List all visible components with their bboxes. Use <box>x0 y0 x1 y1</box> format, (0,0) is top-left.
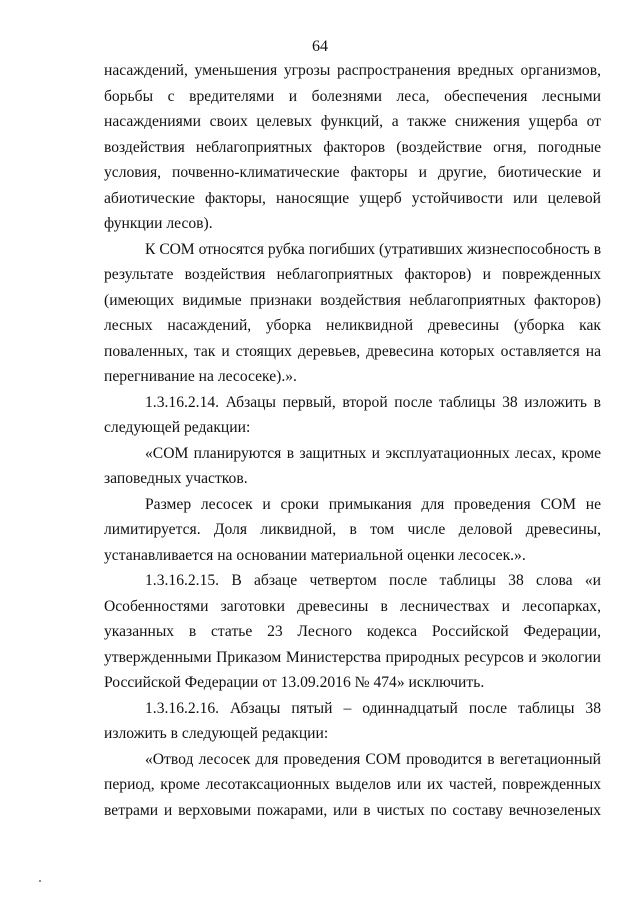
text-line: следующей редакции: <box>104 419 251 436</box>
text-line: Российской Федерации от 13.09.2016 № 474» исключить. <box>104 674 485 691</box>
text-line: воздействия неблагоприятных факторов (воздействие огня, погодные <box>104 138 601 156</box>
text-line: лесных насаждений, уборка неликвидной древесины (уборка как <box>104 317 601 334</box>
text-line: ветрами и верховыми пожарами, или в чистых по составу вечнозеленых <box>104 801 601 819</box>
text-line: борьбы с вредителями и болезнями леса, обеспечения лесными <box>104 87 601 105</box>
text-line: условия, почвенно-климатические факторы и другие, биотические и <box>104 164 601 181</box>
text-line: 1.3.16.2.15. В абзаце четвертом после таблицы 38 слова «и <box>145 572 601 589</box>
paragraph-clause-16 <box>104 696 601 747</box>
text-line: изложить в следующей редакции: <box>104 725 329 742</box>
text-line: поваленных, так и стоящих деревьев, древесина которых оставляется на <box>104 342 601 360</box>
paragraph-clause-14 <box>104 390 601 441</box>
text-line: К СОМ относятся рубка погибших (утративших жизнеспособность в <box>145 240 601 258</box>
text-line: насаждений, уменьшения угрозы распространения вредных организмов, <box>104 62 601 79</box>
text-line: насаждениями своих целевых функций, а также снижения ущерба от <box>104 113 601 130</box>
text-line: заповедных участков. <box>104 470 248 487</box>
text-line: перегнивание на лесосеке).». <box>104 368 297 385</box>
text-line: устанавливается на основании материальной оценки лесосек.». <box>104 546 526 564</box>
text-line: Особенностями заготовки древесины в лесничествах и лесопарках, <box>104 597 601 615</box>
paragraph-som-definition <box>104 237 601 390</box>
text-line: лимитируется. Доля ликвидной, в том числе деловой древесины, <box>104 521 601 538</box>
text-line: «СОМ планируются в защитных и эксплуатационных лесах, кроме <box>145 444 601 462</box>
text-line: утвержденными Приказом Министерства природных ресурсов и экологии <box>104 648 601 666</box>
text-line: результате воздействия неблагоприятных факторов) и поврежденных <box>104 266 601 283</box>
paragraph-cutting-area-size <box>104 492 601 569</box>
text-line: Размер лесосек и сроки примыкания для проведения СОМ не <box>145 495 601 513</box>
text-line: 1.3.16.2.14. Абзацы первый, второй после таблицы 38 изложить в <box>145 393 601 411</box>
text-line: 1.3.16.2.16. Абзацы пятый – одиннадцатый после таблицы 38 <box>145 699 601 717</box>
text-line: функции лесов). <box>104 215 213 232</box>
paragraph-allotment <box>104 747 601 824</box>
page-number: 64 <box>312 38 328 55</box>
text-line: указанных в статье 23 Лесного кодекса Российской Федерации, <box>104 623 601 640</box>
text-line: «Отвод лесосек для проведения СОМ проводится в вегетационный <box>145 750 601 768</box>
text-line: абиотические факторы, наносящие ущерб устойчивости или целевой <box>104 189 601 207</box>
paragraph-clause-15 <box>104 568 601 696</box>
document-body <box>104 58 601 823</box>
text-line: период, кроме лесотаксационных выделов или их частей, поврежденных <box>104 776 601 793</box>
paragraph-som-planning <box>104 441 601 492</box>
paragraph-continuation <box>104 58 601 237</box>
scan-speck <box>39 880 41 882</box>
text-line: (имеющих видимые признаки воздействия неблагоприятных факторов) <box>104 291 601 309</box>
